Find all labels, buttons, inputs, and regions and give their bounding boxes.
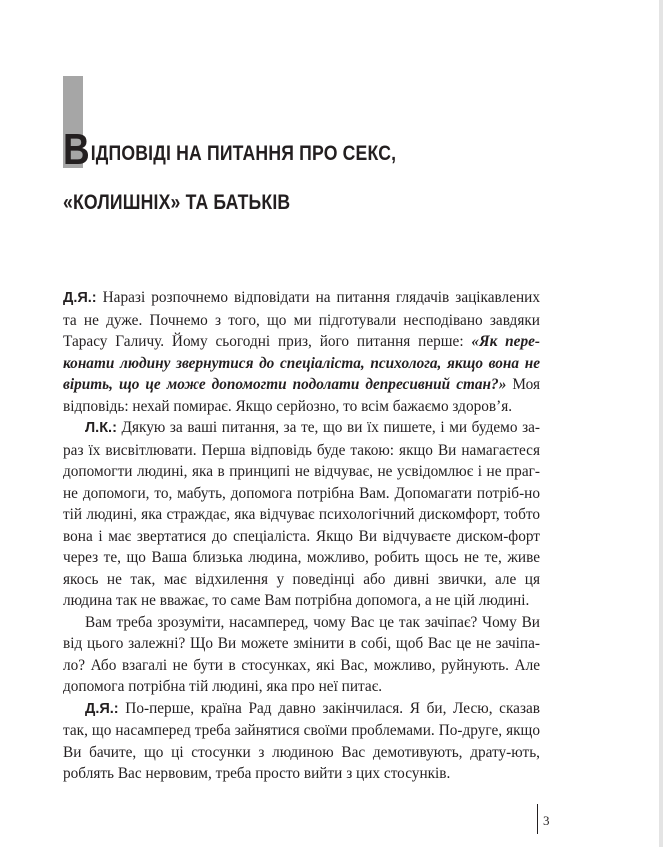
chapter-title-line-1-text: ІДПОВІДІ НА ПИТАННЯ ПРО СЕКС, — [90, 142, 397, 165]
chapter-title — [63, 125, 603, 226]
paragraph — [63, 287, 540, 417]
paragraph-text: Вам треба зрозуміти, насамперед, чому Вас це так зачіпає? Чому Ви від цього залежні? Що Ви можете змінити в собі, щоб Вас це не зачіпа-ло? Або взагалі не бути в стосунках, які Вас, можливо, руйнують. Але допомога потрібна тій людині, яка про неї питає. — [63, 613, 540, 695]
speaker-label: Д.Я.: — [85, 700, 119, 717]
chapter-title-line-2: «КОЛИШНІХ» ТА БАТЬКІВ — [63, 191, 291, 214]
page-edge — [659, 0, 663, 847]
speaker-label: Д.Я.: — [63, 290, 97, 306]
chapter-title-line-1 — [63, 125, 517, 180]
paragraph-text: Моя відповідь: нехай помирає. Якщо серйозно, то всім бажаємо здоров’я. — [63, 376, 540, 415]
speaker-label: Л.К.: — [85, 420, 117, 436]
paragraph-text: Дякую за ваші питання, за те, що ви їх пишете, і ми будемо за-раз їх висвітлювати. Перша відповідь буде такою: якщо Ви намагаєтеся допомогти людині, яка в принципі не відчуває, не усвідомлює і не праг-не допомоги, то, мабуть, допомога потрібна Вам. Допомагати потріб-но тій людині, яка страждає, яка відчуває психологічний дискомфорт, тобто вона і має звертатися до спеціаліста. Якщо Ви відчуваєте диском-форт через те, що Ваша близька людина, можливо, робить щось не те, живе якось не так, має відхилення у поведінці або дивні звички, але ця людина так не вважає, то саме Вам потрібна допомога, а не цій людині. — [63, 419, 540, 609]
paragraph-text: По-перше, країна Рад давно закінчилася. Я би, Лесю, сказав так, що насамперед треба зайнятися своїми проблемами. По-друге, якщо Ви бачите, що ці стосунки з людиною Вас демотивують, драту-ють, роблять Вас нервовим, треба просто вийти з цих стосунків. — [63, 699, 540, 782]
chapter-title-dropcap: В — [63, 125, 90, 174]
paragraph — [63, 612, 540, 698]
question-quote: «Як пере-конати людину звернутися до спеціаліста, психолога, якщо вона не вірить, що це може допомогти подолати депресивний стан?» — [63, 333, 541, 393]
paragraph-text: Наразі розпочнемо відповідати на питання глядачів зацікавлених та не дуже. Почнемо з того, що ми підготували несподівано завдяки Тарасу Галичу. Йому сьогодні приз, його питання перше: — [63, 289, 540, 350]
page-number: 3 — [543, 813, 550, 828]
paragraph — [63, 698, 540, 785]
body-text — [63, 287, 540, 785]
page-number-rule — [537, 804, 538, 834]
paragraph — [63, 417, 540, 612]
